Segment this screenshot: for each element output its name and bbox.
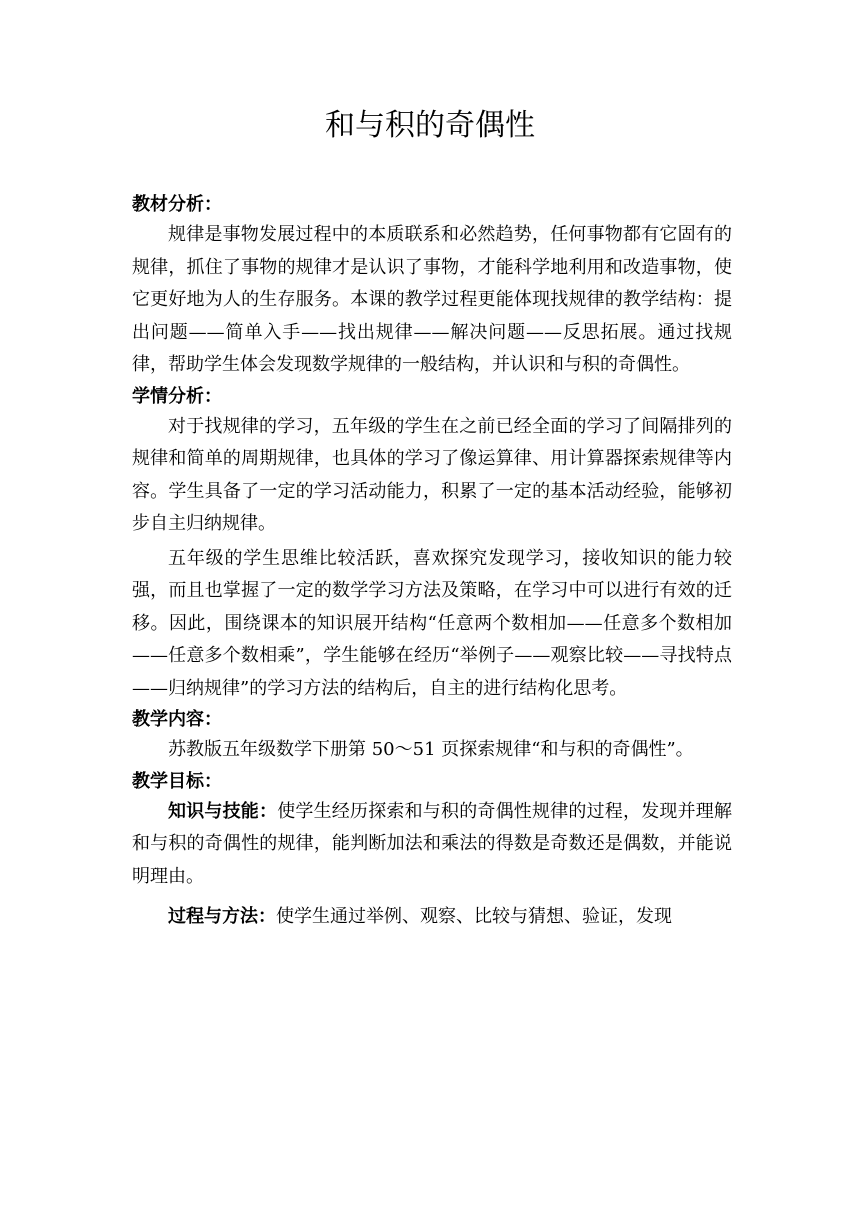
- section-heading-material: 教材分析：: [132, 194, 222, 215]
- goal-knowledge-label: 知识与技能：: [168, 800, 278, 822]
- goal-knowledge-text: 使学生经历探索和与积的奇偶性规律的过程，发现并理解和与积的奇偶性的规律，能判断加法和乘法的得数是奇数还是偶数，并能说明理由。: [132, 800, 733, 887]
- section-heading-students: 学情分析：: [132, 385, 222, 407]
- goal-process-text: 使学生通过举例、观察、比较与猜想、验证，发现: [276, 906, 672, 927]
- section-heading-content: 教学内容：: [132, 709, 222, 730]
- content-paragraph: 苏教版五年级数学下册第 50～51 页探索规律“和与积的奇偶性”。: [168, 739, 694, 760]
- section-heading-goals: 教学目标：: [132, 770, 222, 792]
- goal-process-label: 过程与方法：: [168, 906, 276, 927]
- students-paragraph-2: 五年级的学生思维比较活跃，喜欢探究发现学习，接收知识的能力较强，而且也掌握了一定的数学学习方法及策略，在学习中可以进行有效的迁移。因此，围绕课本的知识展开结构“任意两个数相加——任意多个数相加——任意多个数相乘”，学生能够在经历“举例子——观察比较——寻找特点——归纳规律”的学习方法的结构后，自主的进行结构化思考。: [132, 547, 732, 699]
- document-body: [132, 190, 732, 934]
- page-title: 和与积的奇偶性: [325, 108, 535, 143]
- goal-process-paragraph: [132, 901, 732, 934]
- students-paragraph-1: 对于找规律的学习，五年级的学生在之前已经全面的学习了间隔排列的规律和简单的周期规律，也具体的学习了像运算律、用计算器探索规律等内容。学生具备了一定的学习活动能力，积累了一定的基本活动经验，能够初步自主归纳规律。: [132, 415, 732, 534]
- material-paragraph: 规律是事物发展过程中的本质联系和必然趋势，任何事物都有它固有的规律，抓住了事物的规律才是认识了事物，才能科学地利用和改造事物，使它更好地为人的生存服务。本课的教学过程更能体现找规律的教学结构：提出问题——简单入手——找出规律——解决问题——反思拓展。通过找规律，帮助学生体会发现数学规律的一般结构，并认识和与积的奇偶性。: [132, 224, 732, 375]
- goal-knowledge-paragraph: [132, 796, 732, 894]
